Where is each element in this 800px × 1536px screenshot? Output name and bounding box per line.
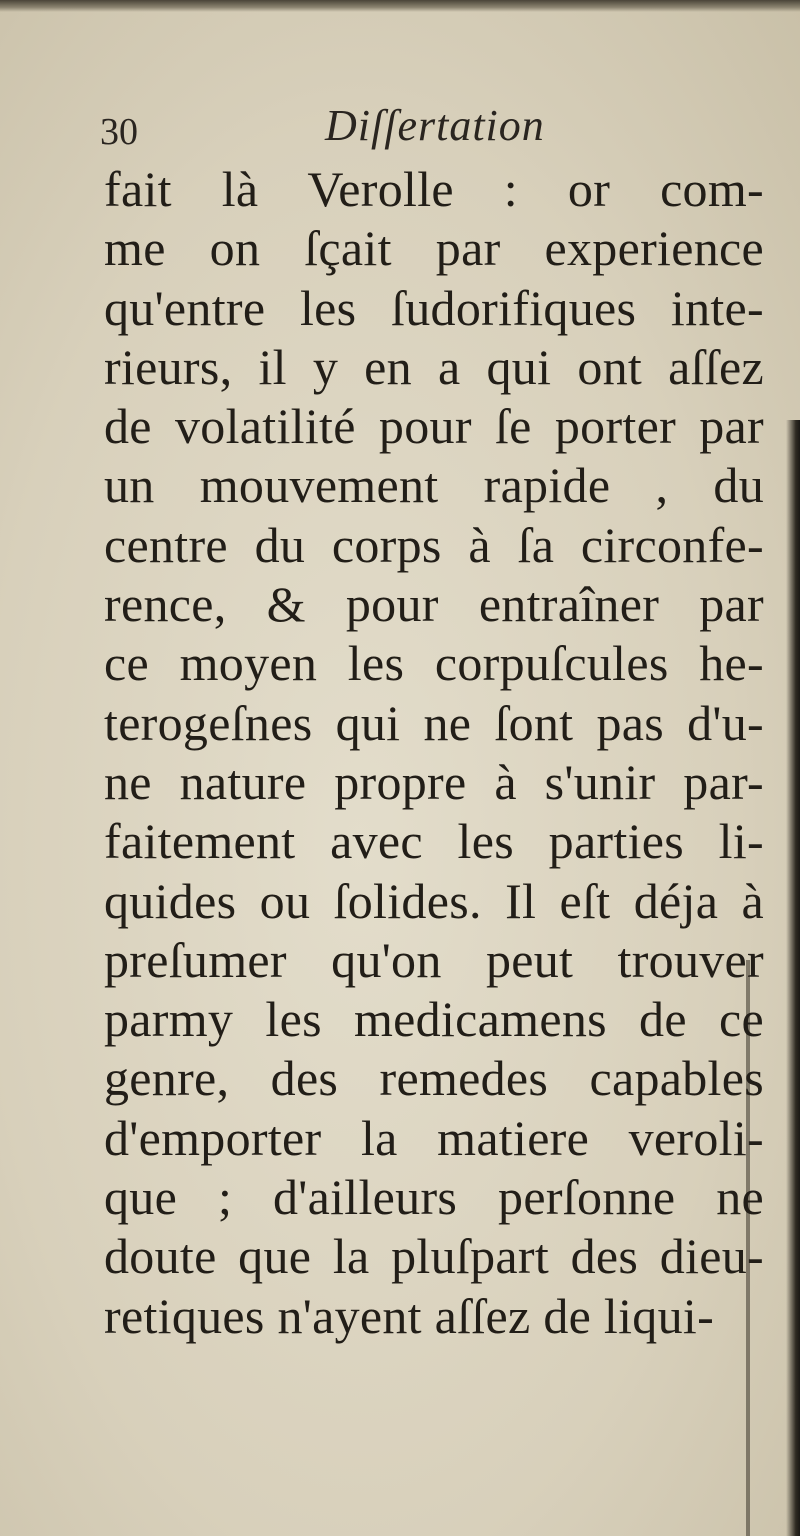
text-line: quides ou ſolides. Il eſt déja à [104,872,764,929]
text-line: qu'entre les ſudorifiques inte- [104,279,764,336]
text-line: parmy les medicamens de ce [104,991,764,1048]
text-line: de volatilité pour ſe porter par [104,398,764,455]
text-line: preſumer qu'on peut trouver [104,931,764,988]
text-line: retiques n'ayent aſſez de liqui- [104,1287,715,1344]
text-line: un mouvement rapide , du [104,457,764,514]
page-binding-shadow [786,420,800,1536]
text-line: ne nature propre à s'unir par- [104,753,764,810]
text-line: fait là Verolle : or com- [104,161,764,217]
page-top-edge [0,0,800,12]
text-line: que ; d'ailleurs perſonne ne [104,1169,764,1226]
body-text [104,160,764,1346]
text-line: terogeſnes qui ne ſont pas d'u- [104,694,764,751]
text-line: faitement avec les parties li- [104,813,764,870]
text-line: ce moyen les corpuſcules he- [104,635,764,692]
running-title: Diſſertation [325,101,545,150]
running-head [100,100,660,160]
text-line: genre, des remedes capables [104,1050,764,1107]
page-number: 30 [100,111,138,153]
text-line: me on ſçait par experience [104,220,764,277]
text-line: d'emporter la matiere veroli- [104,1109,764,1166]
text-line: rence, & pour entraîner par [104,576,764,633]
text-line: centre du corps à ſa circonfe- [104,516,764,573]
text-line: doute que la pluſpart des dieu- [104,1228,764,1285]
text-line: rieurs, il y en a qui ont aſſez [104,338,764,395]
